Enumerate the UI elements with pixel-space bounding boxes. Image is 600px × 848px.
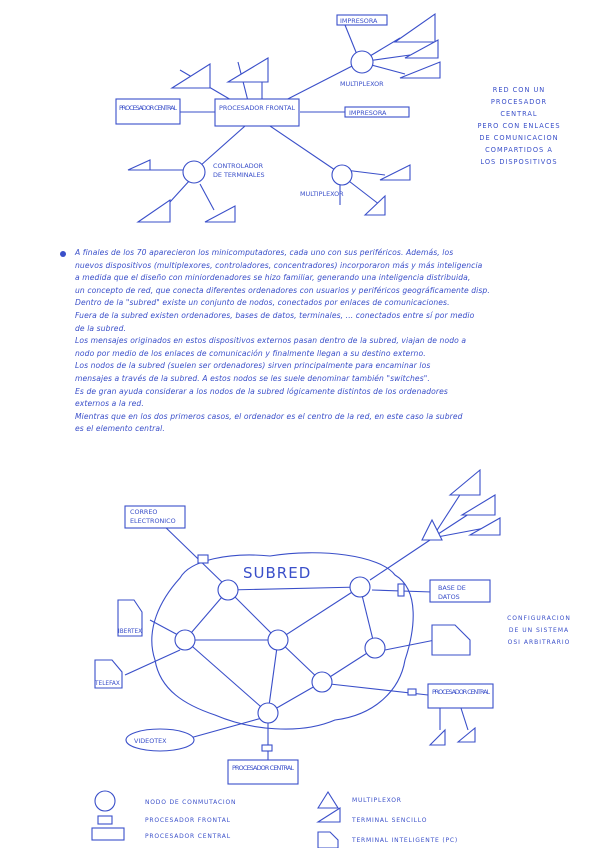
text-line: un concepto de red, que conecta diferentes ordenadores con usuarios y periféricos geográficamente disp. (75, 285, 490, 295)
text-line: es el elemento central. (75, 424, 165, 434)
label-impresora-top: IMPRESORA (340, 17, 378, 25)
note-line: PERO CON ENLACES (477, 122, 561, 130)
switch-node (365, 638, 385, 658)
subred-link (278, 587, 360, 640)
note-line: LOS DISPOSITIVOS (480, 158, 558, 166)
legend-frontal-label: PROCESADOR FRONTAL (145, 817, 231, 824)
subred-link (185, 640, 268, 713)
legend-multiplexor-label: MULTIPLEXOR (352, 797, 402, 804)
terminal-triangle (450, 470, 480, 495)
text-line: Los mensajes originados en estos dispositivos externos pasan dentro de la subred, viajan de nodo a (75, 336, 467, 346)
label-controlador-line1: CONTROLADOR (213, 162, 264, 170)
label-ibertex: IBERTEX (118, 629, 143, 635)
external-link (460, 705, 468, 730)
legend-node-symbol (95, 791, 115, 811)
label-controlador-line2: DE TERMINALES (213, 171, 265, 179)
intelligent-terminal (432, 625, 470, 655)
legend-multiplexor-symbol (318, 792, 338, 808)
text-line: de la subred. (75, 323, 127, 333)
subred-link (268, 640, 278, 713)
terminal-triangle (462, 495, 495, 515)
external-link (370, 540, 430, 580)
terminal-triangle (458, 728, 475, 742)
label-correo-line2: ELECTRONICO (130, 517, 176, 525)
legend-pc-symbol (318, 832, 338, 848)
legend-terminal-label: TERMINAL SENCILLO (352, 817, 428, 824)
note-line: OSI ARBITRARIO (507, 639, 571, 646)
text-line: Mientras que en los dos primeros casos, el ordenador es el centro de la red, en este caso la subred (75, 411, 463, 421)
text-line: nodo por medio de los enlaces de comunicación y finalmente llegan a su destino externo. (75, 348, 426, 358)
label-base-line1: BASE DE (438, 584, 466, 592)
frontal-processor-small (262, 745, 272, 751)
legend-pc-label: TERMINAL INTELIGENTE (PC) (352, 837, 459, 844)
text-line: Los nodos de la subred (suelen ser ordenadores) sirven principalmente para encaminar los (75, 361, 431, 371)
note-line: PROCESADOR CENTRAL (490, 98, 548, 118)
terminal-triangle (430, 730, 445, 745)
legend-nodo-label: NODO DE CONMUTACION (145, 799, 237, 806)
label-base-line2: DATOS (438, 593, 460, 601)
subred-link (228, 590, 278, 640)
label-procesador-central: PROCESADOR CENTRAL (119, 104, 177, 112)
external-link (190, 718, 262, 738)
text-line: Es de gran ayuda considerar a los nodos de la subred lógicamente distintos de los ordenadores (75, 386, 448, 396)
external-link (160, 522, 225, 585)
external-link (125, 650, 180, 675)
label-impresora-right: IMPRESORA (349, 109, 387, 117)
label-telefax: TELEFAX (95, 681, 120, 687)
label-videotex: VIDEOTEX (134, 737, 167, 745)
label-correo-line1: CORREO (130, 508, 158, 516)
legend-terminal-symbol (318, 808, 340, 822)
text-line: Fuera de la subred existen ordenadores, bases de datos, terminales, ... conectados entre sí por medio (75, 310, 475, 320)
label-multiplexor-bottom: MULTIPLEXOR (300, 190, 344, 198)
note-line: DE COMUNICACION (479, 134, 559, 142)
switch-node (218, 580, 238, 600)
note-line: COMPARTIDOS A (485, 146, 553, 154)
label-multiplexor-top: MULTIPLEXOR (340, 80, 384, 88)
multiplexor-triangle (422, 520, 442, 540)
switch-node (268, 630, 288, 650)
external-link (150, 620, 178, 635)
label-procesador-bottom: PROCESADOR CENTRAL (232, 764, 294, 772)
switch-node (175, 630, 195, 650)
text-line: a medida que el diseño con miniordenadores se hizo familiar, generando una inteligencia distribuida, (75, 273, 471, 283)
switch-node (312, 672, 332, 692)
legend-frontal-symbol (98, 816, 112, 824)
label-procesador-frontal: PROCESADOR FRONTAL (219, 104, 295, 112)
label-subred: SUBRED (243, 564, 312, 582)
switch-node (350, 577, 370, 597)
frontal-processor-small (398, 584, 404, 596)
switch-node (258, 703, 278, 723)
frontal-processor-small (198, 555, 208, 563)
text-line: nuevos dispositivos (multiplexores, controladores, concentradores) incorporaron más y más inteligencia (75, 260, 483, 270)
note-line: CONFIGURACION (507, 615, 571, 622)
terminal-triangle (470, 518, 500, 535)
text-line: mensajes a través de la subred. A estos nodos se les suele denominar también "switches". (75, 373, 430, 383)
text-line: A finales de los 70 aparecieron los minicomputadores, cada uno con sus periféricos. Además, los (75, 248, 454, 257)
subred-link (228, 587, 360, 590)
label-procesador-right-line: PROCESADOR CENTRAL (432, 688, 490, 696)
frontal-processor-small (408, 689, 416, 695)
note-line: DE UN SISTEMA (508, 627, 570, 634)
diagram-2-note (500, 613, 578, 649)
text-line: externos a la red. (75, 399, 144, 409)
text-line: Dentro de la "subred" existe un conjunto de nodos, conectados por enlaces de comunicaciones. (75, 298, 450, 308)
note-line: RED CON UN (492, 86, 546, 94)
legend-central-label: PROCESADOR CENTRAL (145, 833, 231, 840)
legend-central-symbol (92, 828, 124, 840)
